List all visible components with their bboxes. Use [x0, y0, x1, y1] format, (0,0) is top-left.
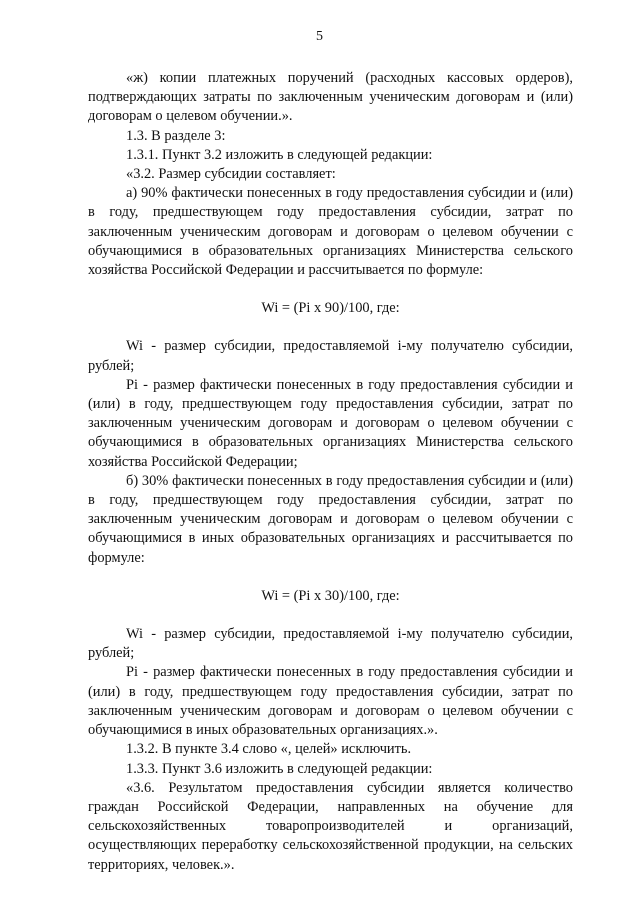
paragraph-item-zh-continuation: «ж) копии платежных поручений (расходных кассовых ордеров), подтверждающих затраты по заключенным ученическим договорам и (или) договорам о целевом обучении.». — [88, 70, 573, 125]
paragraph-clause-3-6: «3.6. Результатом предоставления субсидии является количество граждан Российской Федерации, направленных на обучение для сельскохозяйственных товаропроизводителей и организаций, осуществляющих переработку сельскохозяйственной продукции, на сельских территориях, человек.». — [88, 779, 573, 873]
formula-30: Wi = (Pi x 30)/100, где: — [261, 587, 400, 604]
paragraph-section-1-3: 1.3. В разделе 3: — [126, 127, 226, 144]
paragraph-section-1-3-2: 1.3.2. В пункте 3.4 слово «, целей» исключить. — [126, 741, 412, 758]
document-body — [88, 69, 573, 875]
paragraph-wi-definition-1: Wi - размер субсидии, предоставляемой i-му получателю субсидии, рублей; — [88, 338, 573, 374]
paragraph-pi-definition-1: Pi - размер фактически понесенных в году предоставления субсидии и (или) в году, предшествующем году предоставления субсидии, затрат по заключенным ученическим договорам и договорам о целевом обучении с обучающимися в образовательных организациях Министерства сельского хозяйства Российской Федерации; — [88, 376, 573, 470]
page-number: 5 — [316, 29, 323, 44]
paragraph-wi-definition-2: Wi - размер субсидии, предоставляемой i-му получателю субсидии, рублей; — [88, 626, 573, 662]
paragraph-section-1-3-3: 1.3.3. Пункт 3.6 изложить в следующей редакции: — [126, 760, 433, 777]
paragraph-pi-definition-2: Pi - размер фактически понесенных в году предоставления субсидии и (или) в году, предшествующем году предоставления субсидии, затрат по заключенным ученическим договорам и договорам о целевом обучении с обучающимися в иных образовательных организациях.». — [88, 664, 573, 739]
formula-90: Wi = (Pi x 90)/100, где: — [261, 300, 400, 317]
paragraph-clause-b: б) 30% фактически понесенных в году предоставления субсидии и (или) в году, предшествующем году предоставления субсидии, затрат по заключенным ученическим договорам и договорам о целевом обучении с обучающимися в иных образовательных организациях и рассчитывается по формуле: — [88, 472, 573, 566]
paragraph-section-1-3-1: 1.3.1. Пункт 3.2 изложить в следующей редакции: — [126, 146, 433, 163]
paragraph-clause-3-2-intro: «3.2. Размер субсидии составляет: — [126, 166, 336, 183]
paragraph-clause-a: а) 90% фактически понесенных в году предоставления субсидии и (или) в году, предшествующем году предоставления субсидии, затрат по заключенным ученическим договорам и договорам о целевом обучении с обучающимися в образовательных организациях Министерства сельского хозяйства Российской Федерации и рассчитывается по формуле: — [88, 185, 573, 279]
